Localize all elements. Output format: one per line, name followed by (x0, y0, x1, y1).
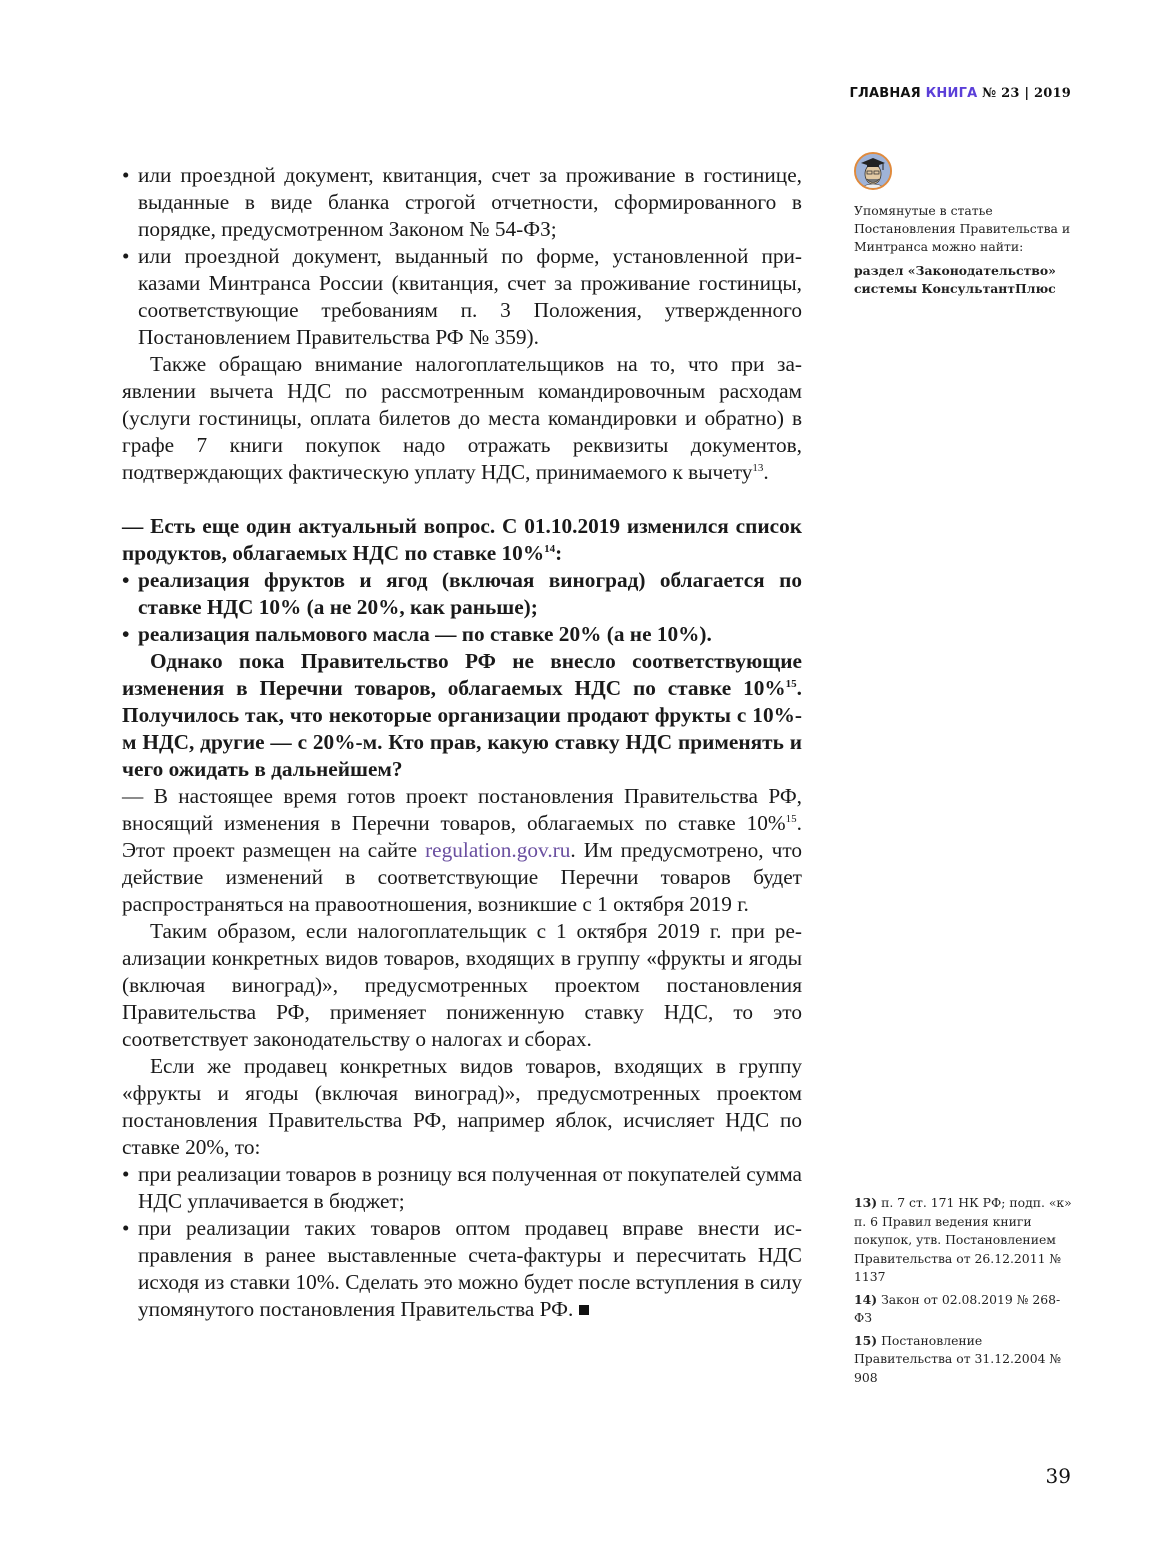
footnote-ref[interactable]: 13 (752, 462, 764, 474)
sidebar-note-text: Упомянутые в статье Постановления Правительства и Минтранса можно найти: (854, 203, 1071, 254)
answer-text: . Им предусмотрено, что действие изменений в соответствующие Перечни товаров будет распространяться на правоотношения, возникшие с 1 октября 2019 г. (122, 838, 802, 916)
footnote (854, 1194, 1074, 1287)
footnote-number: 13) (854, 1195, 878, 1210)
footnote-ref[interactable]: 15 (785, 813, 797, 825)
bullet-item: • или проездной документ, квитанция, счет за проживание в гостинице, выданные в виде бланка строгой отчетности, сформированного в порядке, предусмотренном Законом № 54-ФЗ; (122, 162, 802, 243)
sidebar-note (854, 152, 1074, 304)
footnote-number: 15) (854, 1332, 878, 1348)
issue-number: № 23 | 2019 (982, 86, 1071, 101)
sidebar-source: раздел «Законодательство» системы КонсультантПлюс (854, 263, 1056, 296)
bullet-item (122, 1215, 802, 1323)
regulation-link[interactable]: regulation.gov.ru (425, 838, 571, 862)
answer-paragraph (122, 783, 802, 918)
footnote (854, 1291, 1074, 1328)
footnote-text: п. 7 ст. 171 НК РФ; подп. «к» п. 6 Правил ведения книги покупок, утв. Постановлением Правительства от 26.12.2011 № 1137 (854, 1195, 1072, 1284)
footnote-number: 14) (854, 1291, 878, 1307)
page-number: 39 (1045, 1464, 1071, 1488)
brand-name-part2: КНИГА (925, 86, 978, 101)
bullet-text: при реализации таких товаров оптом продавец вправе внести исправления в ранее выставленные счета-фактуры и пересчитать НДС исходя из ставки 10%. Сделать это можно будет после вступления в силу упомянутого постановления Правительства РФ. (138, 1216, 802, 1321)
answer-text: . Этот проект размещен на сайте (122, 811, 802, 862)
question-paragraph-text: Однако пока Правительство РФ не внесло соответствующие изменения в Перечни товаров, облагаемых НДС по ставке 10% (122, 649, 802, 700)
bullet-item: • или проездной документ, выданный по форме, установленной приказами Минтранса России (квитанция, счет за проживание гостиницы, соответствующие требованиям п. 3 Положения, утвержденного Постановлением Правительства РФ № 359). (122, 243, 802, 351)
paragraph-text: Также обращаю внимание налогоплательщиков на то, что при заявлении вычета НДС по рассмотренным командировочным расходам (услуги гостиницы, оплата билетов до места командировки и обратно) в графе 7 книги покупок надо отражать реквизиты документов, подтверждающих фактическую уплату НДС, принимаемого к вычету (122, 352, 802, 484)
footnotes (854, 1194, 1074, 1391)
footnote-text: Закон от 02.08.2019 № 268-ФЗ (854, 1291, 1061, 1325)
paragraph: Если же продавец конкретных видов товаров, входящих в группу «фрукты и ягоды (включая виноград)», предусмотренных проектом постановления Правительства РФ, например яблок, исчисляет НДС по ставке 20%, то: (122, 1054, 802, 1159)
question-bullet: • реализация пальмового масла — по ставке 20% (а не 10%). (122, 621, 802, 648)
paragraph: Также обращаю внимание налогоплательщиков на то, что при заявлении вычета НДС по рассмотренным командировочным расходам (услуги гостиницы, оплата билетов до места командировки и обратно) в графе 7 книги покупок надо отражать реквизиты документов, подтверждающих фактическую уплату НДС, принимаемого к вычету$^{13}$. (122, 352, 802, 484)
footnote-ref[interactable]: 15 (785, 678, 797, 690)
question-text-end: : (555, 541, 563, 565)
question-text: — Есть еще один актуальный вопрос. С 01.10.2019 изменился список продуктов, облагаемых НДС по ставке 10% (122, 514, 802, 565)
question-intro (122, 513, 802, 567)
question-paragraph (122, 648, 802, 783)
running-header (849, 86, 1071, 101)
bullet-item: • при реализации товаров в розницу вся полученная от покупателей сумма НДС уплачивается в бюджет; (122, 1161, 802, 1215)
brand-name-part1: ГЛАВНАЯ (849, 86, 921, 101)
paragraph: Таким образом, если налогоплательщик с 1 октября 2019 г. при реализации конкретных видов товаров, входящих в группу «фрукты и ягоды (включая виноград)», предусмотренных проектом постановления Правительства РФ, применяет пониженную ставку НДС, то это соответствует законодательству о налогах и сборах. (122, 919, 802, 1051)
article-body (122, 162, 802, 1323)
question-paragraph-end: . Получилось так, что некоторые организации продают фрукты с 10%-м НДС, другие — с 20%-м. Кто прав, какую ставку НДС применять и чего ожидать в дальнейшем? (122, 676, 802, 781)
answer-text: — В настоящее время готов проект постановления Правительства РФ, вносящий изменения в Перечни товаров, облагаемых по ставке 10% (122, 784, 802, 835)
professor-avatar-icon (854, 152, 892, 190)
footnote (854, 1332, 1074, 1388)
end-of-article-mark (579, 1305, 589, 1315)
footnote-ref[interactable]: 14 (544, 543, 556, 555)
footnote-text: Постановление Правительства от 31.12.2004 № 908 (854, 1332, 1062, 1385)
question-bullet: • реализация фруктов и ягод (включая виноград) облагается по ставке НДС 10% (а не 20%, как раньше); (122, 567, 802, 621)
